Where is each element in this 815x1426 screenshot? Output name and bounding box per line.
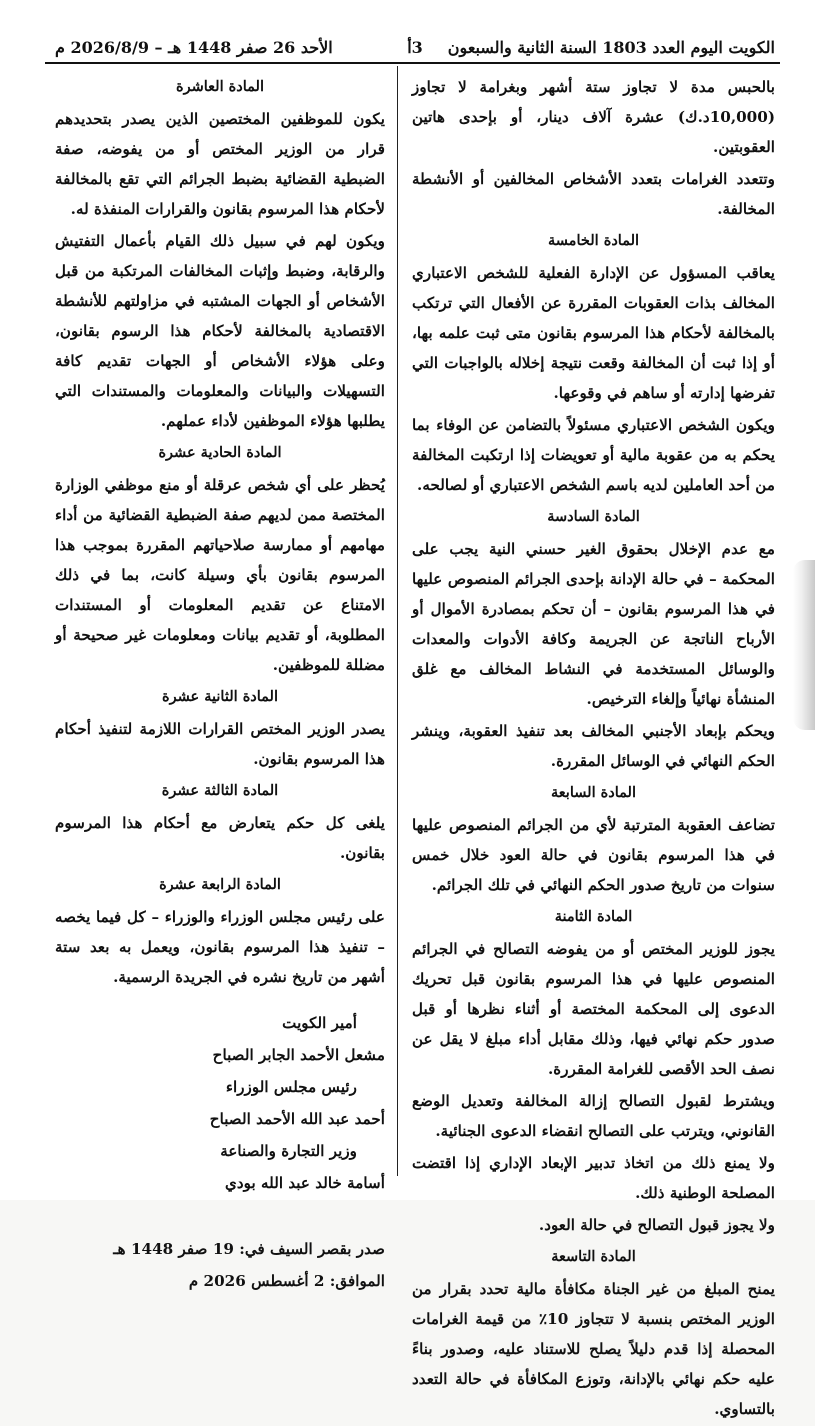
- paragraph: يكون للموظفين المختصين الذين يصدر بتحديدهم قرار من الوزير المختص أو من يفوضه، صفة الضبطية القضائية بضبط الجرائم التي تقع بالمخالفة لأحكام هذا المرسوم بقانون والقرارات المنفذة له.: [55, 110, 385, 218]
- article-heading: المادة السادسة: [547, 508, 640, 525]
- spacer: [55, 994, 385, 1008]
- page-edge-shadow: [793, 560, 815, 730]
- paragraph: يُحظر على أي شخص عرقلة أو منع موظفي الوزارة المختصة ممن لديهم صفة الضبطية القضائية من أداء مهامهم أو ممارسة صلاحياتهم المقررة بموجب هذا المرسوم بقانون بأي وسيلة كانت، بما في ذلك الامتناع عن تقديم المعلومات أو المستندات المطلوبة، أو تقديم بيانات ومعلومات غير صحيحة أو مضللة للموظفين.: [55, 476, 385, 674]
- header-page-number: 3أ: [407, 38, 423, 57]
- header-rule: [45, 62, 780, 64]
- paragraph: ويكون لهم في سبيل ذلك القيام بأعمال التفتيش والرقابة، وضبط وإثبات المخالفات المرتكبة من قبل الأشخاص أو الجهات المشتبه في مزاولتهم للأنشطة الاقتصادية بالمخالفة لأحكام هذا الرسوم بقانون، وعلى هؤلاء الأشخاص أو الجهات تقديم كافة التسهيلات والبيانات والمعلومات والمستندات التي يطلبها هؤلاء الموظفين لأداء عملهم.: [55, 232, 385, 430]
- article-heading: المادة الخامسة: [547, 232, 640, 249]
- column-divider: [397, 66, 398, 1176]
- article-heading: المادة الرابعة عشرة: [159, 876, 281, 893]
- paragraph: وتتعدد الغرامات بتعدد الأشخاص المخالفين أو الأنشطة المخالفة.: [412, 170, 775, 218]
- paragraph: يلغى كل حكم يتعارض مع أحكام هذا المرسوم بقانون.: [55, 814, 385, 862]
- spacer: [55, 1200, 385, 1234]
- paragraph: يمنح المبلغ من غير الجناة مكافأة مالية تحدد بقرار من الوزير المختص بنسبة لا تتجاوز 10٪ من قيمة الغرامات المحصلة إذا قدم دليلاً يصلح للاستناد عليه، وصدور بناءً عليه حكم نهائي بالإدانة، وتوزع المكافأة في حالة التعدد بالتساوي.: [412, 1280, 775, 1418]
- paragraph: مع عدم الإخلال بحقوق الغير حسني النية يجب على المحكمة – في حالة الإدانة بإحدى الجرائم المنصوص عليها في هذا المرسوم بقانون – أن تحكم بمصادرة الأموال أو الأرباح الناتجة عن الجريمة وكافة الأدوات والمعدات والوسائل المستخدمة في النشاط المخالف مع غلق المنشأة نهائياً وإلغاء الترخيص.: [412, 540, 775, 708]
- left-column: [55, 72, 385, 1298]
- article-heading: المادة الثالثة عشرة: [161, 782, 279, 799]
- paragraph: ويكون الشخص الاعتباري مسئولاً بالتضامن عن الوفاء بما يحكم به من عقوبة مالية أو تعويضات إذا ارتكبت المخالفة من أحد العاملين لديه باسم الشخص الاعتباري أو لصالحه.: [412, 416, 775, 494]
- paragraph: ولا يمنع ذلك من اتخاذ تدبير الإبعاد الإداري إذا اقتضت المصلحة الوطنية ذلك.: [412, 1154, 775, 1202]
- article-heading: المادة الثامنة: [554, 908, 633, 925]
- paragraph: تضاعف العقوبة المترتبة لأي من الجرائم المنصوص عليها في هذا المرسوم بقانون في حالة العود خلال خمس سنوات من تاريخ صدور الحكم النهائي في تلك الجرائم.: [412, 816, 775, 894]
- paragraph: ولا يجوز قبول التصالح في حالة العود.: [538, 1216, 775, 1234]
- right-column: [412, 72, 775, 1426]
- paragraph: ويحكم بإبعاد الأجنبي المخالف بعد تنفيذ العقوبة، وينشر الحكم النهائي في الوسائل المقررة.: [412, 722, 775, 770]
- signatory-name: أسامة خالد عبد الله بودي: [225, 1174, 385, 1192]
- article-heading: المادة الثانية عشرة: [161, 688, 278, 705]
- paragraph: ويشترط لقبول التصالح إزالة المخالفة وتعديل الوضع القانوني، ويترتب على التصالح انقضاء الدعوى الجنائية.: [412, 1092, 775, 1140]
- page-header: [55, 34, 775, 62]
- header-issue: الكويت اليوم العدد 1803 السنة الثانية والسبعون: [447, 38, 775, 57]
- signatory-name: مشعل الأحمد الجابر الصباح: [212, 1046, 385, 1064]
- paragraph: على رئيس مجلس الوزراء والوزراء – كل فيما يخصه – تنفيذ هذا المرسوم بقانون، ويعمل به بعد ستة أشهر من تاريخ نشره في الجريدة الرسمية.: [55, 908, 385, 986]
- signatory-title: أمير الكويت: [282, 1014, 357, 1032]
- paragraph: يصدر الوزير المختص القرارات اللازمة لتنفيذ أحكام هذا المرسوم بقانون.: [55, 720, 385, 768]
- paragraph: يعاقب المسؤول عن الإدارة الفعلية للشخص الاعتباري المخالف بذات العقوبات المقررة عن الأفعال التي ترتكب بالمخالفة لأحكام هذا المرسوم بقانون متى ثبت علمه بها، أو إذا ثبت أن المخالفة وقعت نتيجة إخلاله بالواجبات التي تفرضها إدارته أو ساهم في وقوعها.: [412, 264, 775, 402]
- article-heading: المادة السابعة: [551, 784, 636, 801]
- article-heading: المادة العاشرة: [176, 78, 264, 95]
- issue-place-date: صدر بقصر السيف في: 19 صفر 1448 هـ: [113, 1240, 385, 1258]
- signatory-name: أحمد عبد الله الأحمد الصباح: [209, 1110, 385, 1128]
- paragraph: بالحبس مدة لا تجاوز ستة أشهر وبغرامة لا تجاوز (10,000د.ك) عشرة آلاف دينار، أو بإحدى هاتين العقوبتين.: [412, 78, 775, 156]
- article-heading: المادة الحادية عشرة: [158, 444, 282, 461]
- header-date: الأحد 26 صفر 1448 هـ – 2026/8/9 م: [55, 38, 333, 57]
- paragraph: يجوز للوزير المختص أو من يفوضه التصالح في الجرائم المنصوص عليها في هذا المرسوم بقانون قبل تحريك الدعوى إلى المحكمة المختصة أو أثناء نظرها أو قبل صدور حكم نهائي فيها، وذلك مقابل أداء مبلغ لا يقل عن نصف الحد الأقصى للغرامة المقررة.: [412, 940, 775, 1078]
- signatory-title: وزير التجارة والصناعة: [220, 1142, 357, 1160]
- article-heading: المادة التاسعة: [551, 1248, 636, 1265]
- gregorian-date: الموافق: 2 أغسطس 2026 م: [188, 1272, 385, 1290]
- signatory-title: رئيس مجلس الوزراء: [225, 1078, 357, 1096]
